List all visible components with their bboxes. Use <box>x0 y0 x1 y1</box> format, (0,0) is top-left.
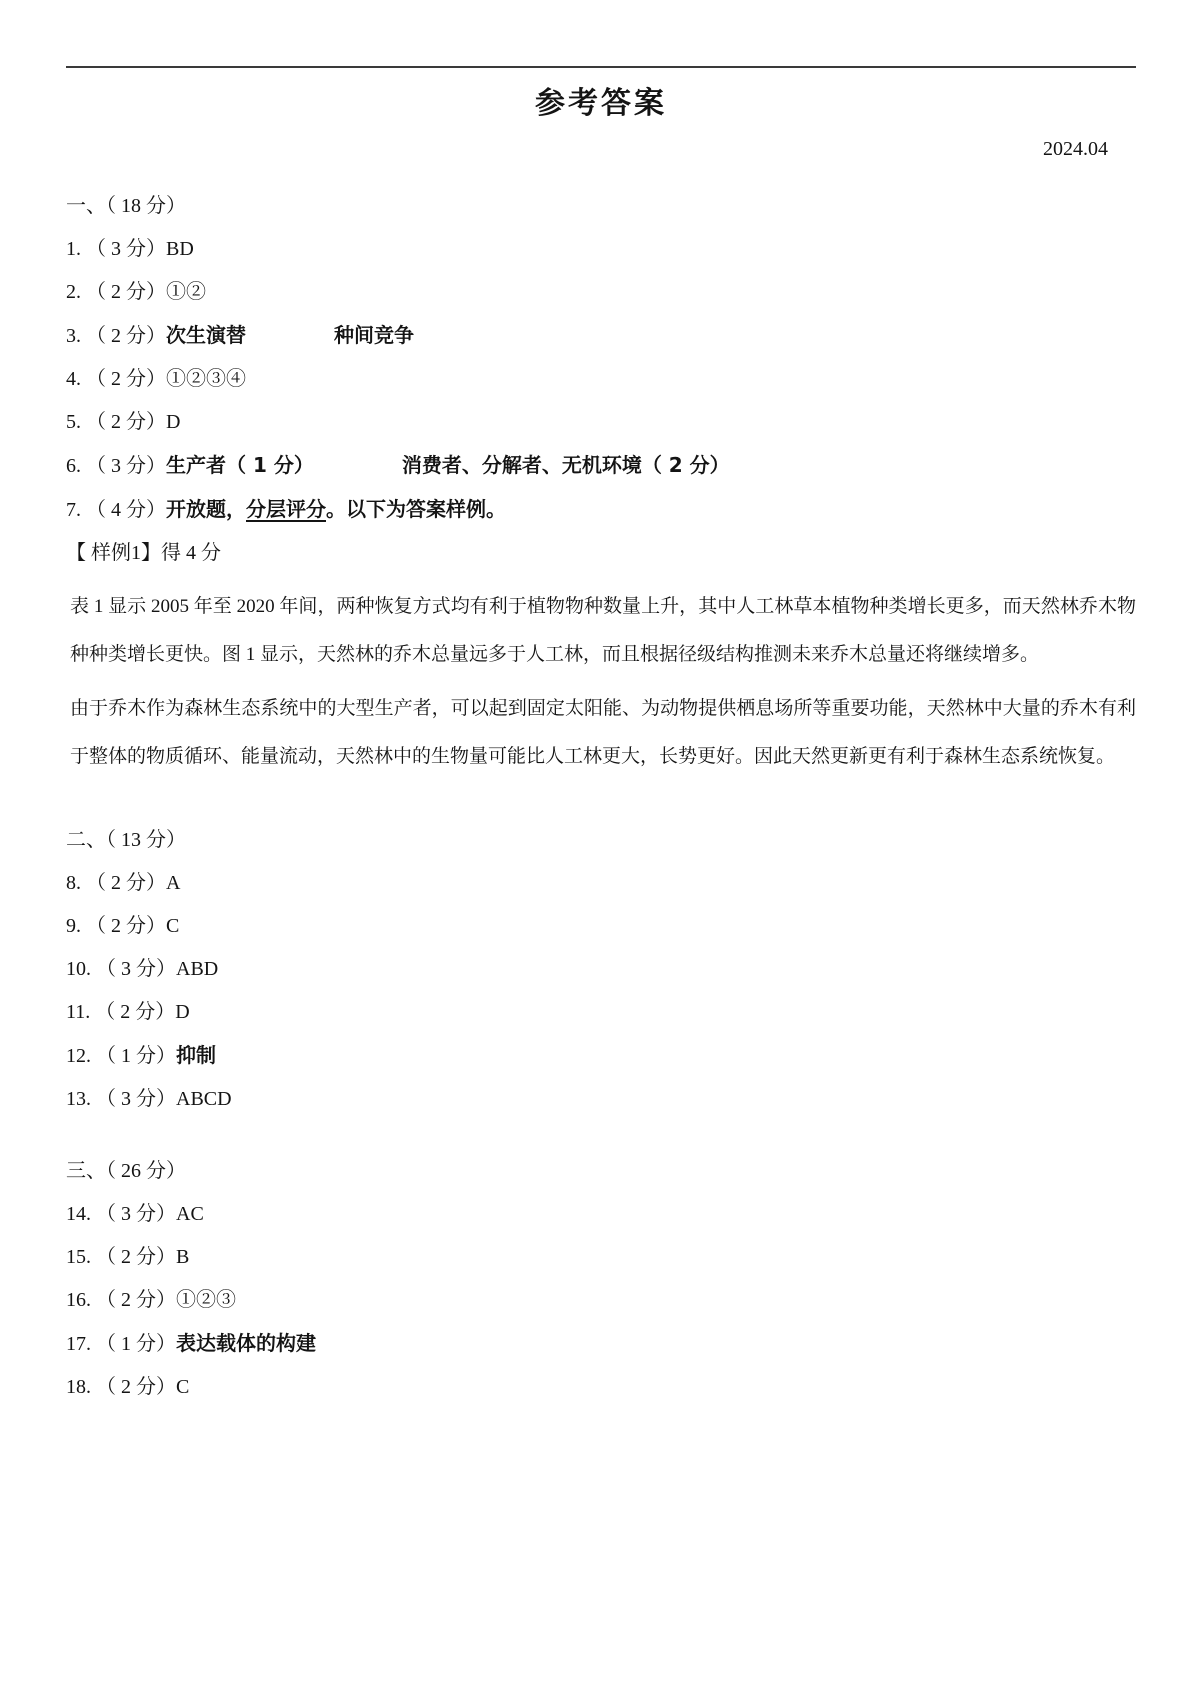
item-prefix: 2. （ 2 分） <box>66 281 166 303</box>
answer-item-q13 <box>66 1086 1136 1112</box>
item-answer: 生产者（ 1 分） <box>166 453 314 477</box>
answer-item-q5 <box>66 409 1136 435</box>
item-prefix: 9. （ 2 分） <box>66 915 166 937</box>
section-3-heading: 三、（ 26 分） <box>66 1160 186 1182</box>
sample-1-label: 【 样例1】得 4 分 <box>66 542 221 564</box>
answer-item-q10 <box>66 956 1136 982</box>
answer-item-q14 <box>66 1201 1136 1227</box>
item-answer: 次生演替 <box>166 323 246 347</box>
item-answer: ①② <box>166 281 206 303</box>
item-answer: D <box>175 1001 190 1023</box>
item-answer: BD <box>166 238 194 260</box>
answer-item-q15 <box>66 1244 1136 1270</box>
item-answer: ①②③ <box>176 1289 236 1311</box>
item-answer: 开放题， <box>166 497 246 521</box>
item-answer: AC <box>176 1203 204 1225</box>
item-prefix: 4. （ 2 分） <box>66 368 166 390</box>
answer-item-q6 <box>66 452 1136 479</box>
item-prefix: 11. （ 2 分） <box>66 1001 176 1023</box>
item-prefix: 10. （ 3 分） <box>66 958 176 980</box>
answer-item-q7 <box>66 496 1136 523</box>
item-answer: ABCD <box>176 1088 232 1110</box>
page-title: 参考答案 <box>535 87 667 120</box>
item-answer: 抑制 <box>176 1043 216 1067</box>
item-answer: C <box>176 1376 190 1398</box>
item-prefix: 12. （ 1 分） <box>66 1045 176 1067</box>
item-prefix: 6. （ 3 分） <box>66 455 166 477</box>
item-answer: 种间竞争 <box>334 323 414 347</box>
item-answer: B <box>176 1246 190 1268</box>
answer-item-q17 <box>66 1330 1136 1357</box>
answer-item-q18 <box>66 1374 1136 1400</box>
answer-item-q1 <box>66 236 1136 262</box>
answer-item-q4 <box>66 366 1136 392</box>
answer-item-q16 <box>66 1287 1136 1313</box>
item-answer-underlined: 分层评分 <box>246 497 326 521</box>
item-prefix: 14. （ 3 分） <box>66 1203 176 1225</box>
item-answer: A <box>166 872 181 894</box>
sample-1-paragraph-2: 由于乔木作为森林生态系统中的大型生产者，可以起到固定太阳能、为动物提供栖息场所等重要功能，天然林中大量的乔木有利于整体的物质循环、能量流动，天然林中的生物量可能比人工林更大，长势更好。因此天然更新更有利于森林生态系统恢复。 <box>70 698 1136 767</box>
sample-1-paragraph-1: 表 1 显示 2005 年至 2020 年间，两种恢复方式均有利于植物物种数量上升，其中人工林草本植物种类增长更多，而天然林乔木物种种类增长更快。图 1 显示，天然林的乔木总量远多于人工林，而且根据径级结构推测未来乔木总量还将继续增多。 <box>70 596 1136 665</box>
answer-item-q8 <box>66 870 1136 896</box>
item-prefix: 7. （ 4 分） <box>66 499 166 521</box>
answer-item-q2 <box>66 279 1136 305</box>
item-prefix: 3. （ 2 分） <box>66 325 166 347</box>
item-answer: 消费者、分解者、无机环境（ 2 分） <box>401 453 730 477</box>
item-prefix: 15. （ 2 分） <box>66 1246 176 1268</box>
item-prefix: 17. （ 1 分） <box>66 1333 176 1355</box>
answer-item-q9 <box>66 913 1136 939</box>
item-answer: ABD <box>176 958 219 980</box>
item-prefix: 8. （ 2 分） <box>66 872 166 894</box>
item-answer: D <box>166 411 181 433</box>
top-rule <box>66 66 1136 68</box>
item-prefix: 13. （ 3 分） <box>66 1088 176 1110</box>
item-answer: ①②③④ <box>166 368 246 390</box>
item-answer: C <box>166 915 180 937</box>
item-answer: 表达载体的构建 <box>176 1331 316 1355</box>
answer-item-q11 <box>66 999 1136 1025</box>
date: 2024.04 <box>1043 138 1108 160</box>
answer-item-q3 <box>66 322 1136 349</box>
section-2-heading: 二、（ 13 分） <box>66 829 186 851</box>
item-prefix: 18. （ 2 分） <box>66 1376 176 1398</box>
section-1-heading: 一、（ 18 分） <box>66 195 186 217</box>
item-prefix: 1. （ 3 分） <box>66 238 166 260</box>
answer-item-q12 <box>66 1042 1136 1069</box>
item-prefix: 16. （ 2 分） <box>66 1289 176 1311</box>
item-prefix: 5. （ 2 分） <box>66 411 166 433</box>
item-answer: 。以下为答案样例。 <box>326 497 506 521</box>
